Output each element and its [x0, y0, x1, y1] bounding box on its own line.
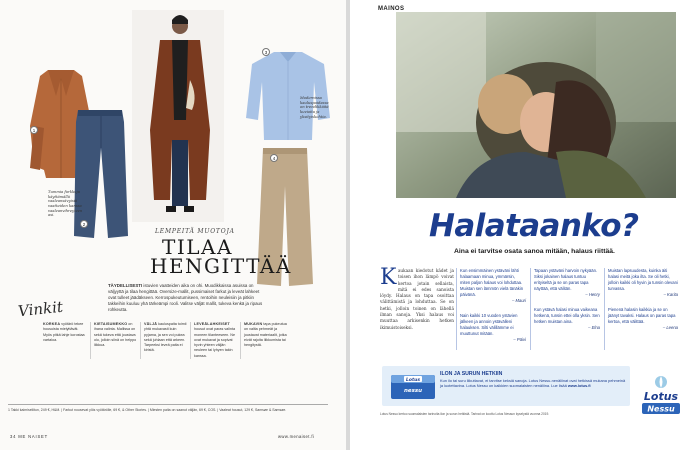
lotus-nessu-logo	[636, 372, 686, 416]
body-text: aukaan kiedotut kädet ja toisen ihon lämpö voivat kertoa jotain sellaista, mitä ei edes sanoista löydy. Halaus on tapa osoittaa välittämistä ja lohduttaa. Se on hetki, jolloin toinen on lähellä ilman sanoja. Yksi halaus voi muuttaa arkisenkin hetken ikimuistoiseksi.	[380, 268, 454, 330]
advert-footnote: Lotus Nessu kertoo suomalaisten tarinoita ilon ja surun hetkistä. Tarinat on koottu Lotus Nessun kyselystä vuonna 2019.	[380, 412, 550, 416]
shirt-caption: Modernissa kauluspaidassa on trendikkäitä kuvioita ja yksityiskohtia.	[300, 96, 329, 119]
quote-text: Nain kaikki 10 vuoden ystävien jälkeen ja annoin ystävälleni halauksen. Silti välillämme ei muuttunut mitään.	[460, 313, 518, 336]
tip-text: kauluspaita toimii yhtä mukavasti kuin pyjama, ja sen voi pukea sekä juhlaan että arkeen. Tarpeeksi leveä paita ei kiristä.	[144, 322, 187, 353]
logo-sub: Nessu	[647, 404, 675, 414]
quote-author: – Mauri	[512, 298, 526, 303]
tip-lead: KIETAISUMEKKO	[94, 322, 128, 326]
promo-title: ILON JA SURUN HETKIIN	[440, 371, 503, 377]
promo-url-link[interactable]: www.lotus.fi	[567, 383, 591, 389]
tip-lead: KORKEA	[43, 322, 61, 326]
tip-item	[190, 322, 240, 359]
article-kicker: LEMPEITÄ MUOTOJA	[155, 228, 235, 235]
quote-item	[608, 307, 678, 331]
promo-text-1: Kun ilo tai suru liikuttavat, ei tarvitse keksiä sanoja. Lotus Nessu-nenäliinat ovat hetkissä mukana pehmeinä ja luotettavina.	[440, 378, 626, 389]
product-credits: 1 Takki kaimiseliitun, 249 €, H&M. | Farkut nousevat ylös vyötärölle, 69 €, & Other Stories. | Miesten paita on saanut väljän, 69 €, COS. | Vaaleat housut, 129 €, Samsøe & Samsøe.	[8, 404, 328, 413]
drop-cap: K	[380, 265, 397, 290]
tip-text: vyötärö tekee housuista mielyttävät. Myös pitkä lahje korostaa vartaloa.	[43, 322, 85, 342]
tip-lead: VÄLJÄ	[144, 322, 158, 326]
tip-item	[90, 322, 140, 359]
magazine-left-page	[0, 0, 346, 450]
quote-text: Tapaan ystäväni harvoin nykyään. Siksi jokainen halaus tuntuu erityiseltä ja se on paras tapa näyttää, että välitän.	[534, 268, 598, 291]
model-photo	[132, 10, 224, 222]
quote-author: – Henry	[585, 292, 600, 297]
item-number-badge: 4	[270, 154, 278, 162]
tip-item	[240, 322, 290, 359]
jeans-image	[70, 108, 130, 240]
quote-author: – Leena	[662, 325, 678, 330]
coat-caption: Tummia farkkuja käyttämällä vaaleansävyisiä vaatteiden kanssa vaaleanvihreyteen asi.	[48, 190, 83, 218]
column-divider	[456, 268, 457, 350]
item-number-badge: 1	[30, 126, 38, 134]
tip-text: tapa pukeutua on valita pehmeät ja joustavat materiaalit, jotka eivät rajoita liikkumista tai hengitystä.	[244, 322, 287, 348]
quote-item	[534, 268, 600, 298]
column-divider	[530, 268, 531, 350]
pack-sub: nessu	[403, 388, 423, 394]
quote-item	[608, 268, 678, 298]
tip-item	[140, 322, 190, 359]
tips-heading: Vinkit	[17, 297, 64, 321]
promo-box	[382, 366, 630, 406]
tip-text: on ihana valinta. Mallissa on sekä tukeva että joustava olo, jolloin siinä on helppo liikkua.	[94, 322, 137, 348]
promo-text	[440, 378, 626, 389]
magazine-url[interactable]: www.menaiset.fi	[278, 434, 315, 439]
advert-label: MAINOS	[378, 6, 405, 12]
headline-line-1: TILAA	[162, 235, 233, 259]
quote-item	[460, 268, 526, 304]
quote-author: – Päivi	[513, 337, 526, 342]
quote-text: Pienenä halasin kaikkia ja se on jäänyt tavaksi. Halaus on paras tapa kertoa, että välittää.	[608, 307, 676, 324]
hug-photo	[396, 12, 676, 198]
tip-text: housut ovat paras valinta moneen tilanteeseen. Ne ovat mukavat ja sopivat hyvin yhteen väljän neuleen tai lyhyen takin kanssa.	[194, 327, 236, 358]
quote-column	[534, 268, 600, 340]
quote-text: Kun ensimmäinen ystäväni lähti halaamaan minua, ymmärsin, miten paljon halaus voi lohduttaa. Muistan sen lämmön vielä tänäkin päivänä.	[460, 268, 524, 297]
advert-title: Halataanko?	[429, 208, 639, 244]
quote-item	[534, 307, 600, 331]
article-intro	[108, 283, 264, 313]
item-number-badge: 2	[80, 220, 88, 228]
quote-item	[460, 313, 526, 343]
quote-author: – Karita	[663, 292, 678, 297]
tip-lead: MUKAVIN	[244, 322, 263, 326]
intro-lead: TÄYDELLISESTI	[108, 283, 143, 288]
tips-row	[40, 322, 340, 359]
headline-line-2: HENGITTÄÄ	[150, 254, 292, 278]
quote-text: Muistan lapsuudesta, kuinka äiti halasi meitä joka ilta. Se oli hetki, jolloin kaikki oli hyvin ja tunsin olevani turvassa.	[608, 268, 678, 291]
magazine-right-page-advert	[350, 0, 696, 450]
tissue-pack-image	[390, 371, 436, 401]
tip-item	[40, 322, 90, 359]
pack-brand: Lotus	[406, 377, 420, 383]
advert-body-text	[380, 265, 454, 331]
quote-author: – Elna	[588, 325, 600, 330]
logo-brand: Lotus	[643, 390, 679, 403]
quote-text: Kun ystävä halasi minua vaikeana hetkenä, tunsin ettei olla yksin. Sen hetken muistan aina.	[534, 307, 600, 324]
page-folio: 34 ME NAISET	[10, 434, 48, 439]
intro-text: istuvien vaatteiden aika on ohi. Muodikkaissa asuissa on väljyyttä ja tilaa hengittää. Oversize-mallit, pussimaiset farkut ja leveät lahkeet ovat tulleet jäädäkseen. Kerrospukeutumiseen, rentoihin neuleisiin ja pitkiin takkeihin kuuluu yhä tärkeämpi rooli. Valitse väljät mallit, tukeva kenkä ja ripaus rohkeutta.	[108, 283, 263, 313]
advert-subtitle: Aina ei tarvitse osata sanoa mitään, halaus riittää.	[454, 248, 615, 255]
promo-text-2: Lotus Nessu on kaikkien suomalaisten nenäliina. Lue lisää	[466, 383, 568, 389]
article-headline	[150, 235, 292, 278]
item-number-badge: 3	[262, 48, 270, 56]
quote-column	[608, 268, 678, 340]
shirt-image	[246, 48, 330, 140]
column-divider	[604, 268, 605, 350]
tip-lead: LEVEÄLAHKEISET	[194, 322, 230, 326]
quote-column	[460, 268, 526, 352]
